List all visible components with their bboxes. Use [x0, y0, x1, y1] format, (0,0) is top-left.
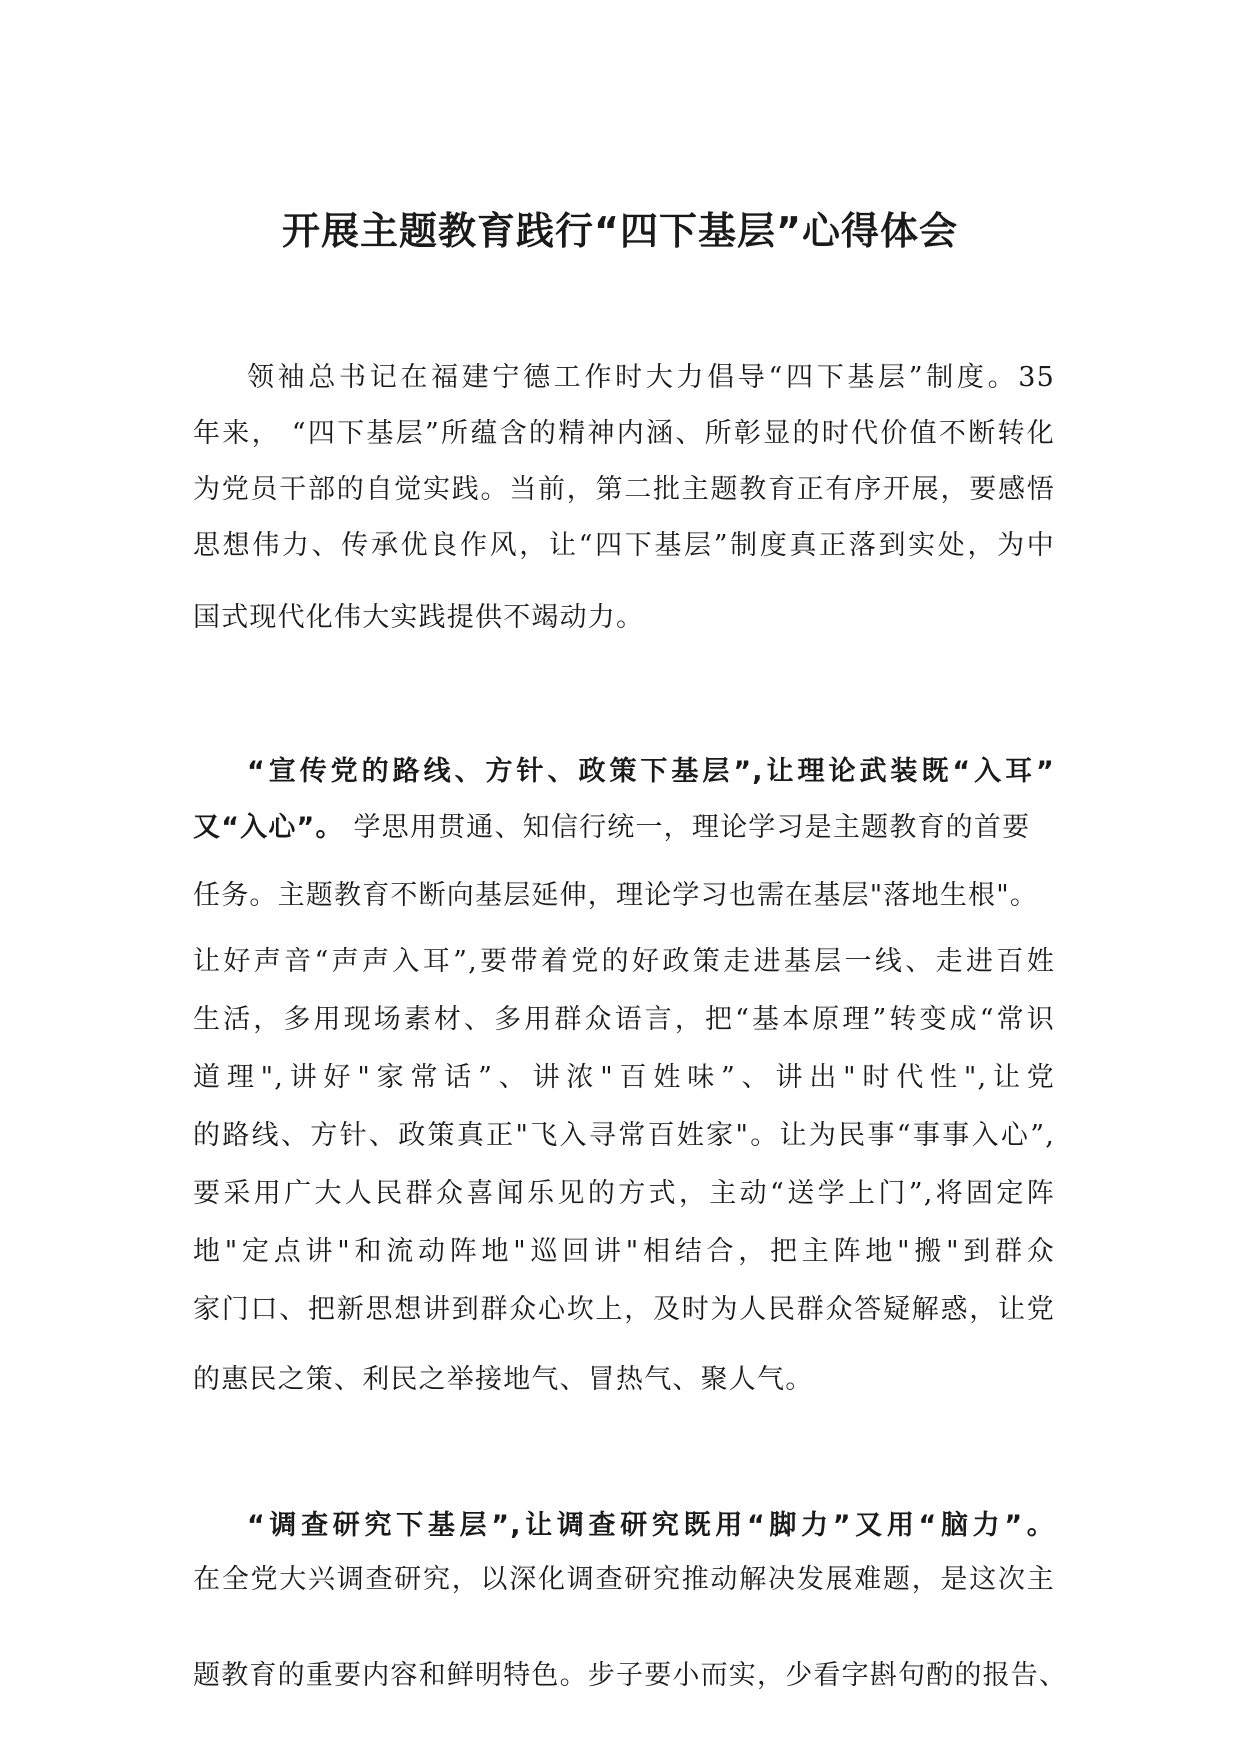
section-1-line-8: 地"定点讲"和流动阵地"巡回讲"相结合，把主阵地"搬"到群众 — [193, 1236, 1055, 1267]
section-1-line-10: 的惠民之策、利民之举接地气、冒热气、聚人气。 — [193, 1364, 814, 1395]
paragraph-1-line-2: 年来， “四下基层”所蕴含的精神内涵、所彰显的时代价值不断转化 — [193, 418, 1055, 449]
section-1-line-5: 道理",讲好"家常话”、讲浓"百姓味”、讲出"时代性",让党 — [193, 1062, 1055, 1093]
section-2-line-1: 在全党大兴调查研究，以深化调查研究推动解决发展难题，是这次主 — [193, 1564, 1055, 1595]
paragraph-1-line-1: 领袖总书记在福建宁德工作时大力倡导“四下基层”制度。35 — [247, 362, 1055, 393]
section-1-line-2: 任务。主题教育不断向基层延伸，理论学习也需在基层"落地生根"。 — [193, 880, 1039, 911]
section-1-line-7: 要采用广大人民群众喜闻乐见的方式，主动“送学上门”,将固定阵 — [193, 1178, 1055, 1209]
section-1-line-1-text: 学思用贯通、知信行统一，理论学习是主题教育的首要 — [343, 812, 1031, 843]
section-2-line-2: 题教育的重要内容和鲜明特色。步子要小而实，少看字斟句酌的报告、 — [193, 1660, 1068, 1691]
section-1-line-4: 生活，多用现场素材、多用群众语言，把“基本原理”转变成“常识 — [193, 1004, 1055, 1035]
paragraph-1-line-4: 思想伟力、传承优良作风，让“四下基层”制度真正落到实处，为中 — [193, 530, 1055, 561]
paragraph-1-line-5: 国式现代化伟大实践提供不竭动力。 — [193, 602, 645, 633]
section-1-heading-end: 又“入心”。 — [193, 812, 344, 843]
paragraph-1-line-3: 为党员干部的自觉实践。当前，第二批主题教育正有序开展，要感悟 — [193, 474, 1055, 505]
section-1-line-6: 的路线、方针、政策真正"飞入寻常百姓家"。让为民事“事事入心”, — [193, 1120, 1055, 1151]
section-2-heading: “调查研究下基层”,让调查研究既用“脚力”又用“脑力”。 — [247, 1510, 1055, 1541]
section-1-line-3: 让好声音“声声入耳”,要带着党的好政策走进基层一线、走进百姓 — [193, 946, 1055, 977]
section-1-line-9: 家门口、把新思想讲到群众心坎上，及时为人民群众答疑解惑，让党 — [193, 1294, 1055, 1325]
document-title: 开展主题教育践行“四下基层”心得体会 — [282, 209, 958, 253]
section-1-heading: “宣传党的路线、方针、政策下基层”,让理论武装既“入耳” — [247, 756, 1055, 787]
section-1-line-1 — [193, 808, 1055, 848]
